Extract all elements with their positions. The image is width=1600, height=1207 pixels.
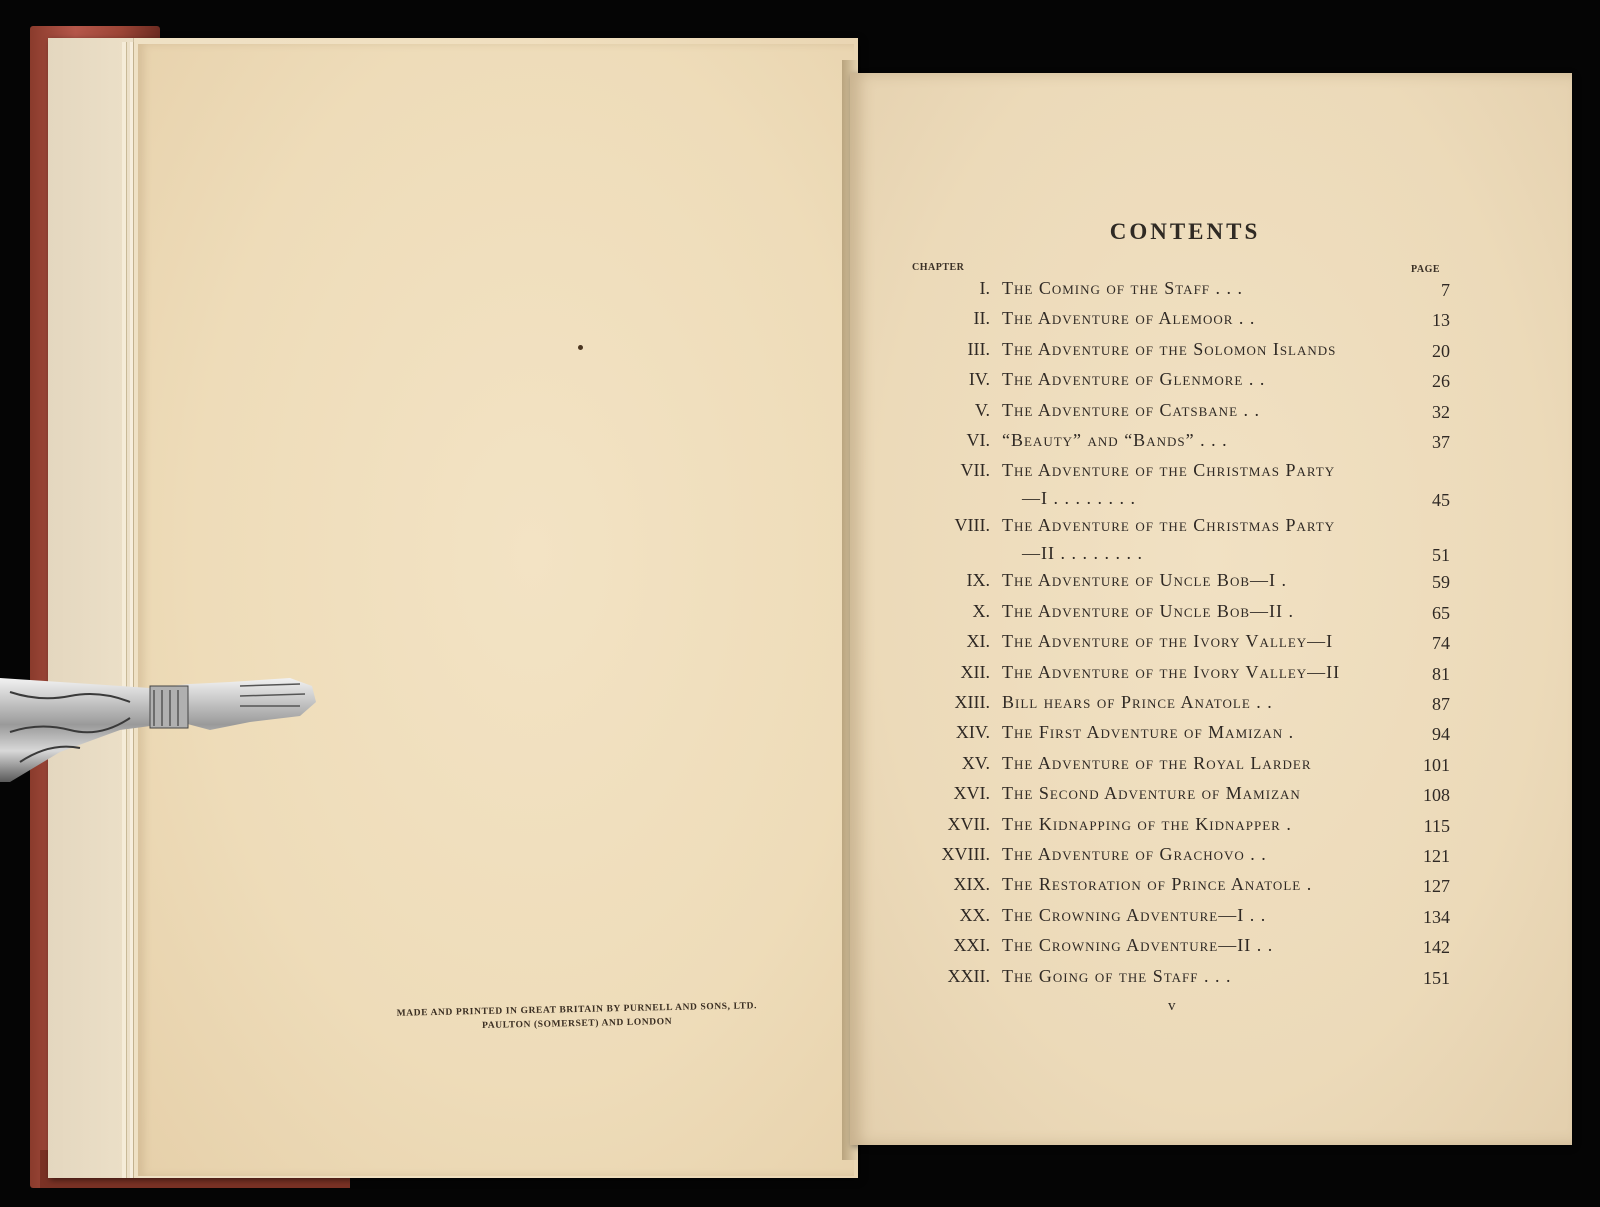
chapter-page-number: 101	[1423, 754, 1450, 775]
chapter-page-number: 121	[1423, 846, 1450, 866]
chapter-title: The Adventure of Glenmore . .	[1002, 369, 1266, 390]
chapter-title: The Adventure of the Ivory Valley—I	[1002, 631, 1334, 652]
chapter-title: The Adventure of Grachovo . .	[1002, 844, 1267, 864]
toc-row	[910, 430, 1450, 458]
toc-row	[910, 783, 1450, 811]
chapter-title: The Adventure of Catsbane . .	[1002, 399, 1261, 420]
imprint-line-1: MADE AND PRINTED IN GREAT BRITAIN BY PURNELL AND SONS, LTD.	[396, 1001, 758, 1019]
chapter-page-number: 142	[1423, 937, 1450, 958]
chapter-number: XIX.	[953, 874, 990, 895]
toc-row	[910, 339, 1450, 367]
chapter-page-number: 59	[1432, 572, 1450, 593]
chapter-number: VI.	[966, 430, 990, 450]
chapter-page-number: 13	[1432, 310, 1450, 331]
chapter-title: The Restoration of Prince Anatole .	[1002, 874, 1313, 895]
page-header: PAGE	[1411, 264, 1441, 275]
chapter-title: The Crowning Adventure—I . .	[1002, 904, 1267, 925]
contents-title: CONTENTS	[1109, 219, 1261, 244]
chapter-page-number: 108	[1423, 785, 1450, 806]
chapter-title-continued: —I . . . . . . . .	[1022, 488, 1136, 509]
chapter-title: Bill hears of Prince Anatole . .	[1002, 692, 1273, 712]
chapter-number: XIII.	[954, 692, 990, 712]
chapter-page-number: 45	[1432, 490, 1450, 511]
toc-row	[910, 692, 1450, 720]
chapter-title: The Adventure of Alemoor . .	[1002, 308, 1256, 329]
chapter-title-continued: —II . . . . . . . .	[1022, 543, 1143, 564]
chapter-number: XV.	[961, 752, 990, 773]
toc-row	[910, 308, 1450, 336]
chapter-title: The Second Adventure of Mamizan	[1002, 783, 1301, 804]
chapter-title: The Coming of the Staff . . .	[1002, 278, 1244, 298]
chapter-title: The Going of the Staff . . .	[1002, 965, 1232, 986]
hand-clip-icon	[0, 672, 320, 792]
chapter-title: The Adventure of the Christmas Party	[1002, 460, 1336, 481]
toc-row	[910, 515, 1450, 566]
chapter-page-number: 81	[1432, 663, 1450, 684]
chapter-page-number: 37	[1432, 432, 1450, 452]
page-folio: v	[1168, 998, 1176, 1014]
chapter-page-number: 26	[1432, 371, 1450, 392]
chapter-number: V.	[974, 399, 990, 420]
toc-row	[910, 570, 1450, 598]
chapter-number: XXII.	[947, 965, 990, 986]
chapter-title: “Beauty” and “Bands” . . .	[1002, 430, 1228, 450]
chapter-page-number: 134	[1423, 906, 1450, 927]
chapter-page-number: 115	[1423, 815, 1450, 836]
chapter-page-number: 32	[1432, 401, 1450, 422]
toc-row	[910, 753, 1450, 781]
chapter-title: The Adventure of Uncle Bob—II .	[1002, 600, 1294, 621]
leaf-edge	[130, 42, 134, 1178]
toc-row	[910, 874, 1450, 902]
chapter-number: IX.	[966, 570, 990, 591]
chapter-page-number: 20	[1432, 340, 1450, 361]
chapter-number: VIII.	[954, 515, 990, 536]
chapter-number: II.	[973, 308, 990, 329]
chapter-title: The Adventure of the Christmas Party	[1002, 515, 1336, 536]
chapter-page-number: 94	[1432, 724, 1450, 745]
chapter-page-number: 87	[1432, 694, 1450, 714]
chapter-number: XXI.	[953, 935, 990, 956]
chapter-number: XIV.	[955, 722, 990, 743]
toc-row	[910, 369, 1450, 397]
chapter-header: CHAPTER	[912, 262, 965, 273]
chapter-page-number: 51	[1432, 545, 1450, 566]
chapter-title: The Crowning Adventure—II . .	[1002, 935, 1274, 956]
chapter-page-number: 7	[1441, 280, 1450, 300]
chapter-title: The Adventure of Uncle Bob—I .	[1002, 570, 1287, 591]
chapter-page-number: 127	[1423, 876, 1450, 897]
toc-row	[910, 631, 1450, 659]
chapter-number: IV.	[968, 369, 990, 390]
toc-row	[910, 722, 1450, 750]
chapter-title: The Adventure of the Solomon Islands	[1002, 338, 1337, 359]
toc-row	[910, 400, 1450, 428]
chapter-title: The Adventure of the Royal Larder	[1002, 752, 1312, 773]
chapter-number: XVIII.	[941, 844, 990, 864]
toc-row	[910, 460, 1450, 511]
toc-row	[910, 278, 1450, 306]
chapter-page-number: 65	[1432, 602, 1450, 623]
chapter-number: XX.	[959, 904, 990, 925]
toc-row	[910, 905, 1450, 933]
toc-row	[910, 966, 1450, 994]
chapter-number: I.	[979, 278, 990, 298]
chapter-page-number: 151	[1423, 967, 1450, 988]
chapter-title: The First Adventure of Mamizan .	[1002, 722, 1295, 743]
toc-row	[910, 601, 1450, 629]
chapter-number: X.	[972, 600, 990, 621]
chapter-number: XI.	[966, 631, 990, 652]
chapter-number: III.	[967, 338, 990, 359]
chapter-number: XII.	[960, 661, 990, 682]
paper-speck	[578, 345, 583, 350]
chapter-number: XVII.	[947, 813, 990, 834]
toc-row	[910, 844, 1450, 872]
chapter-title: The Kidnapping of the Kidnapper .	[1002, 813, 1292, 834]
toc-row	[910, 935, 1450, 963]
toc-row	[910, 662, 1450, 690]
chapter-title: The Adventure of the Ivory Valley—II	[1002, 661, 1341, 682]
imprint-line-2: PAULTON (SOMERSET) AND LONDON	[482, 1017, 673, 1031]
toc-row	[910, 814, 1450, 842]
chapter-page-number: 74	[1432, 633, 1450, 654]
chapter-number: XVI.	[953, 783, 990, 804]
chapter-number: VII.	[960, 460, 990, 481]
leaf-edge	[122, 42, 127, 1178]
